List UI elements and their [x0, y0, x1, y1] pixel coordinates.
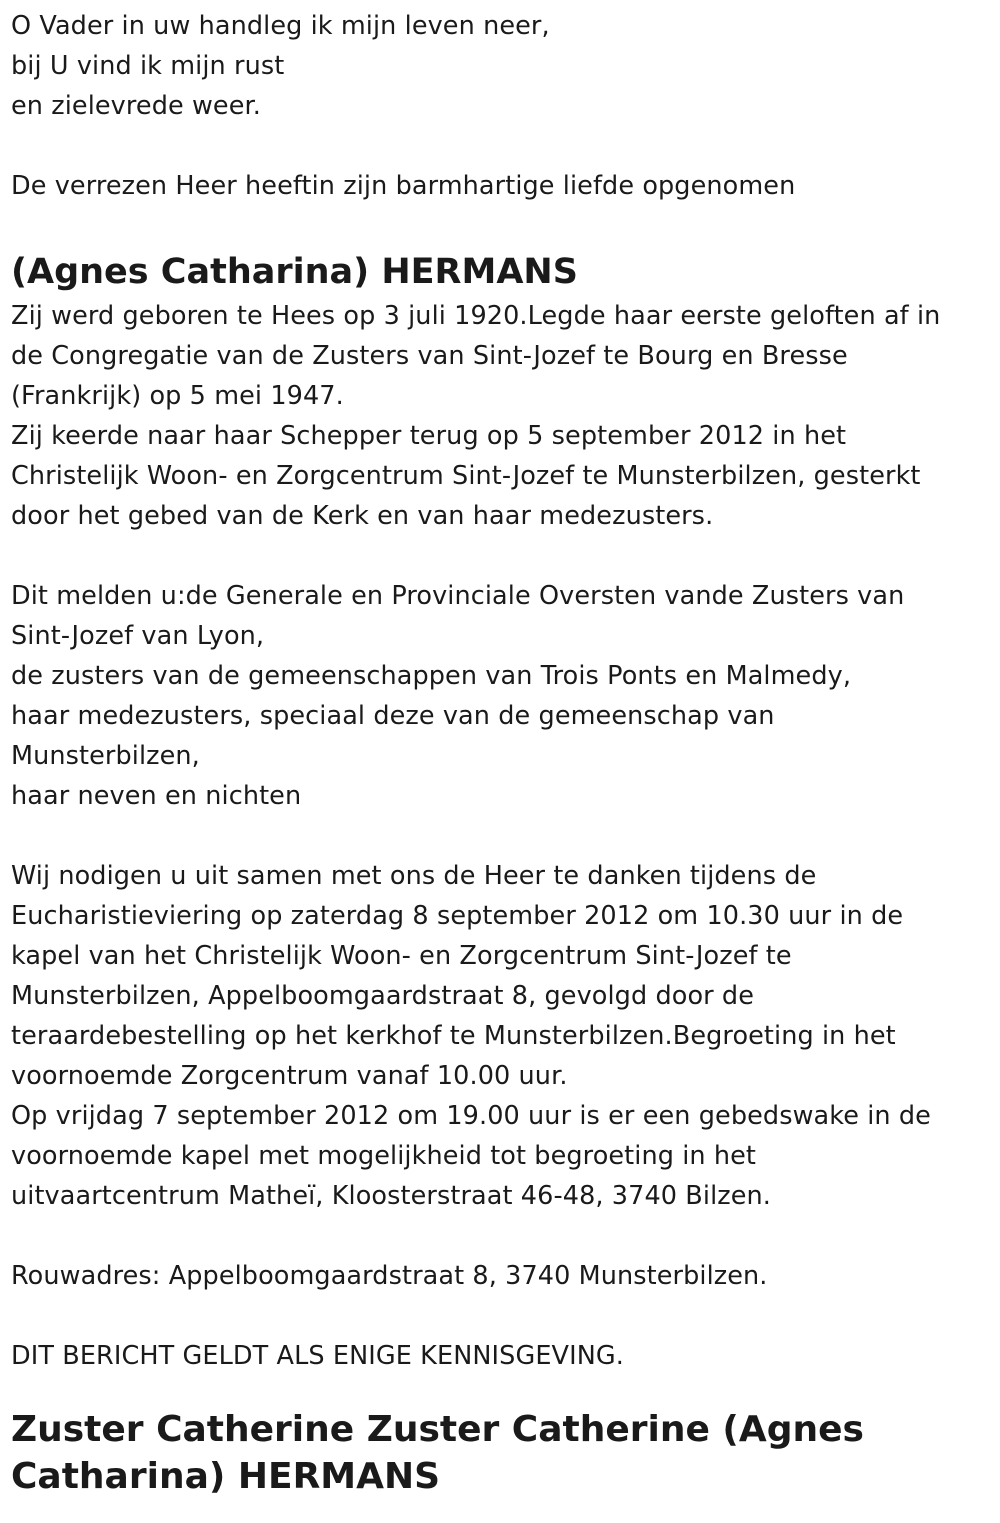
announcer-line: Dit melden u:de Generale en Provinciale Oversten vande Zusters van	[11, 581, 905, 611]
invitation-line: Eucharistieviering op zaterdag 8 september 2012 om 10.30 uur in de	[11, 901, 904, 931]
invitation-line: Op vrijdag 7 september 2012 om 19.00 uur is er een gebedswake in de	[11, 1101, 931, 1131]
invitation	[11, 856, 986, 1216]
invitation-line: teraardebestelling op het kerkhof te Munsterbilzen.Begroeting in het	[11, 1021, 896, 1051]
spacer	[11, 816, 986, 856]
invitation-line: uitvaartcentrum Matheï, Kloosterstraat 46-48, 3740 Bilzen.	[11, 1181, 772, 1211]
spacer	[11, 536, 986, 576]
intro-text: De verrezen Heer heeftin zijn barmhartige liefde opgenomen	[11, 171, 796, 201]
poem-line: en zielevrede weer.	[11, 91, 261, 121]
invitation-line: Wij nodigen u uit samen met ons de Heer te danken tijdens de	[11, 861, 817, 891]
final-heading	[11, 1406, 986, 1500]
invitation-line: voornoemde kapel met mogelijkheid tot begroeting in het	[11, 1141, 757, 1171]
mourning-address: Rouwadres: Appelboomgaardstraat 8, 3740 Munsterbilzen.	[11, 1261, 768, 1291]
bio-line: (Frankrijk) op 5 mei 1947.	[11, 381, 344, 411]
final-heading-line: Catharina) HERMANS	[11, 1456, 441, 1497]
name-heading: (Agnes Catharina) HERMANS	[11, 252, 578, 292]
announcer-line: de zusters van de gemeenschappen van Trois Ponts en Malmedy,	[11, 661, 852, 691]
invitation-line: kapel van het Christelijk Woon- en Zorgcentrum Sint-Jozef te	[11, 941, 792, 971]
spacer	[11, 1216, 986, 1256]
final-heading-line: Zuster Catherine Zuster Catherine (Agnes	[11, 1409, 864, 1450]
spacer	[11, 126, 986, 166]
notice-text: DIT BERICHT GELDT ALS ENIGE KENNISGEVING.	[11, 1341, 624, 1371]
announcer-line: Munsterbilzen,	[11, 741, 200, 771]
poem-line: O Vader in uw handleg ik mijn leven neer,	[11, 11, 550, 41]
spacer	[11, 1296, 986, 1336]
bio-line: door het gebed van de Kerk en van haar medezusters.	[11, 501, 714, 531]
biography	[11, 296, 986, 536]
spacer	[11, 1376, 986, 1406]
bio-line: Christelijk Woon- en Zorgcentrum Sint-Jozef te Munsterbilzen, gesterkt	[11, 461, 921, 491]
poem	[11, 6, 986, 126]
bio-line: Zij keerde naar haar Schepper terug op 5 september 2012 in het	[11, 421, 847, 451]
poem-line: bij U vind ik mijn rust	[11, 51, 285, 81]
bio-line: de Congregatie van de Zusters van Sint-Jozef te Bourg en Bresse	[11, 341, 848, 371]
announcers	[11, 576, 986, 816]
obituary-document	[11, 6, 986, 1500]
bio-line: Zij werd geboren te Hees op 3 juli 1920.Legde haar eerste geloften af in	[11, 301, 941, 331]
invitation-line: voornoemde Zorgcentrum vanaf 10.00 uur.	[11, 1061, 568, 1091]
announcer-line: haar medezusters, speciaal deze van de gemeenschap van	[11, 701, 775, 731]
invitation-line: Munsterbilzen, Appelboomgaardstraat 8, gevolgd door de	[11, 981, 755, 1011]
announcer-line: haar neven en nichten	[11, 781, 302, 811]
announcer-line: Sint-Jozef van Lyon,	[11, 621, 265, 651]
spacer	[11, 206, 986, 248]
